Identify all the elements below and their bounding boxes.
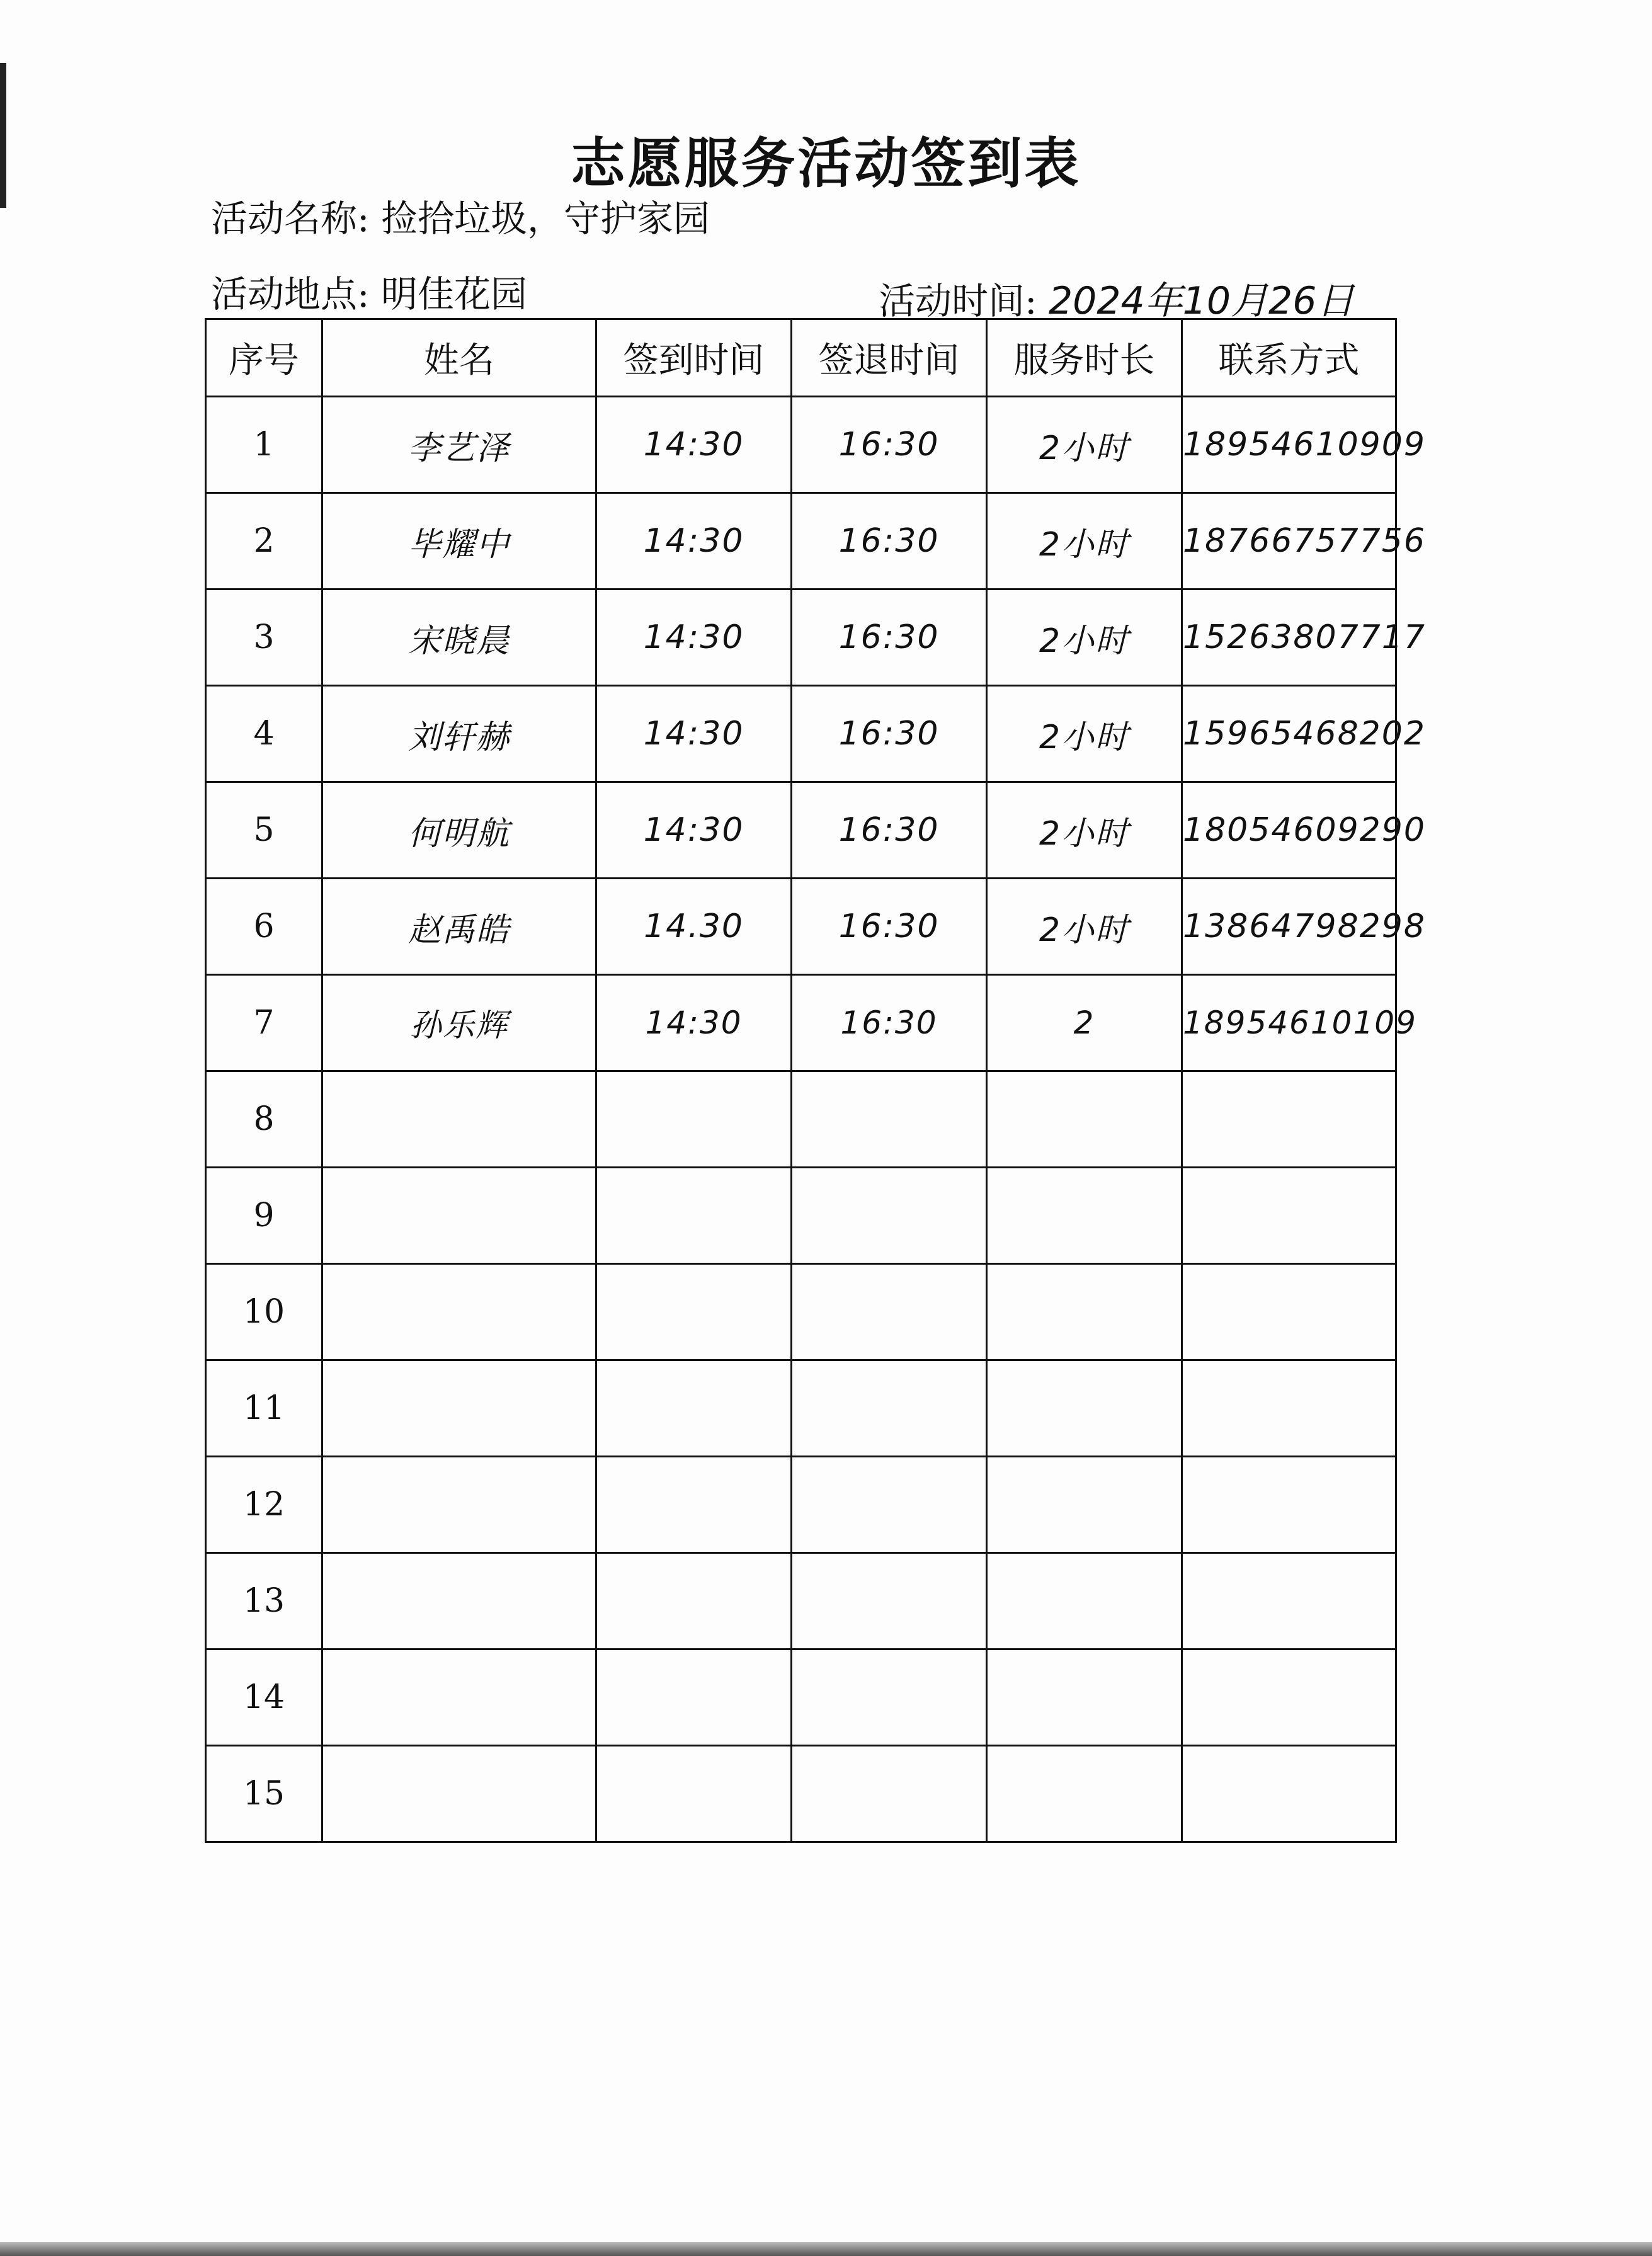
row-number: 14 <box>206 1649 322 1746</box>
checkout-time: 16:30 <box>792 397 987 493</box>
activity-place-value: 明佳花园 <box>380 273 527 316</box>
contact-phone: 18954610909 <box>1182 397 1396 493</box>
table-row <box>206 1264 1396 1360</box>
contact-phone: 18766757756 <box>1182 493 1396 590</box>
column-header-checkout: 签退时间 <box>792 319 987 397</box>
row-number: 11 <box>206 1360 322 1457</box>
checkout-time: 16:30 <box>792 782 987 879</box>
service-duration: 2小时 <box>987 686 1182 782</box>
activity-name-value: 捡拾垃圾，守护家园 <box>380 197 710 240</box>
table-row <box>206 590 1396 686</box>
row-number: 12 <box>206 1457 322 1553</box>
volunteer-name <box>322 1071 596 1168</box>
volunteer-name <box>322 1168 596 1264</box>
service-duration <box>987 1457 1182 1553</box>
volunteer-name <box>322 1457 596 1553</box>
row-number: 5 <box>206 782 322 879</box>
table-header-row <box>206 319 1396 397</box>
row-number: 6 <box>206 879 322 975</box>
activity-name-label: 活动名称: <box>211 197 370 240</box>
contact-phone <box>1182 1553 1396 1649</box>
table-row <box>206 975 1396 1071</box>
column-header-seq: 序号 <box>206 319 322 397</box>
row-number: 3 <box>206 590 322 686</box>
row-number: 1 <box>206 397 322 493</box>
contact-phone <box>1182 1746 1396 1842</box>
checkin-time: 14:30 <box>596 493 792 590</box>
contact-phone <box>1182 1071 1396 1168</box>
checkout-time <box>792 1746 987 1842</box>
table-row <box>206 879 1396 975</box>
checkout-time: 16:30 <box>792 590 987 686</box>
volunteer-name: 宋晓晨 <box>322 590 596 686</box>
activity-time-label: 活动时间: <box>879 280 1037 322</box>
signin-table <box>205 318 1426 1843</box>
volunteer-name: 刘轩赫 <box>322 686 596 782</box>
table-row <box>206 1457 1396 1553</box>
contact-phone <box>1182 1168 1396 1264</box>
activity-place-label: 活动地点: <box>211 273 370 316</box>
checkin-time <box>596 1360 792 1457</box>
volunteer-name: 毕耀中 <box>322 493 596 590</box>
row-number: 10 <box>206 1264 322 1360</box>
volunteer-name <box>322 1264 596 1360</box>
checkin-time <box>596 1457 792 1553</box>
checkout-time <box>792 1457 987 1553</box>
activity-time-line <box>879 271 1354 325</box>
contact-phone: 18954610109 <box>1182 975 1396 1071</box>
checkout-time <box>792 1649 987 1746</box>
volunteer-name <box>322 1746 596 1842</box>
activity-name-line <box>211 189 710 242</box>
checkin-time: 14:30 <box>596 397 792 493</box>
contact-phone: 15263807717 <box>1182 590 1396 686</box>
table-row <box>206 397 1396 493</box>
service-duration: 2小时 <box>987 782 1182 879</box>
column-header-name: 姓名 <box>322 319 596 397</box>
contact-phone: 15965468202 <box>1182 686 1396 782</box>
table-row <box>206 1071 1396 1168</box>
service-duration <box>987 1360 1182 1457</box>
checkout-time <box>792 1553 987 1649</box>
checkout-time <box>792 1168 987 1264</box>
column-header-checkin: 签到时间 <box>596 319 792 397</box>
service-duration: 2小时 <box>987 879 1182 975</box>
checkin-time: 14:30 <box>596 590 792 686</box>
table-row <box>206 1360 1396 1457</box>
table-row <box>206 686 1396 782</box>
contact-phone: 18054609290 <box>1182 782 1396 879</box>
contact-phone <box>1182 1457 1396 1553</box>
volunteer-name <box>322 1553 596 1649</box>
table-row <box>206 1746 1396 1842</box>
volunteer-name <box>322 1649 596 1746</box>
volunteer-name: 赵禹皓 <box>322 879 596 975</box>
checkin-time: 14:30 <box>596 975 792 1071</box>
checkout-time <box>792 1071 987 1168</box>
service-duration <box>987 1071 1182 1168</box>
table-row <box>206 493 1396 590</box>
contact-phone: 13864798298 <box>1182 879 1396 975</box>
volunteer-name <box>322 1360 596 1457</box>
checkin-time <box>596 1553 792 1649</box>
checkin-time <box>596 1168 792 1264</box>
checkin-time <box>596 1649 792 1746</box>
column-header-phone: 联系方式 <box>1182 319 1396 397</box>
row-number: 8 <box>206 1071 322 1168</box>
service-duration <box>987 1168 1182 1264</box>
row-number: 2 <box>206 493 322 590</box>
checkout-time: 16:30 <box>792 879 987 975</box>
checkout-time: 16:30 <box>792 493 987 590</box>
checkin-time <box>596 1746 792 1842</box>
service-duration <box>987 1649 1182 1746</box>
service-duration: 2小时 <box>987 493 1182 590</box>
service-duration <box>987 1264 1182 1360</box>
checkin-time <box>596 1264 792 1360</box>
table-row <box>206 1649 1396 1746</box>
activity-time-value: 2024年10月26日 <box>1048 279 1355 323</box>
table-row <box>206 1553 1396 1649</box>
volunteer-name: 孙乐辉 <box>322 975 596 1071</box>
checkin-time: 14:30 <box>596 782 792 879</box>
table-row <box>206 782 1396 879</box>
activity-place-line <box>211 265 527 317</box>
contact-phone <box>1182 1264 1396 1360</box>
checkout-time <box>792 1360 987 1457</box>
row-number: 4 <box>206 686 322 782</box>
volunteer-name: 李艺泽 <box>322 397 596 493</box>
checkout-time <box>792 1264 987 1360</box>
row-number: 13 <box>206 1553 322 1649</box>
service-duration <box>987 1553 1182 1649</box>
row-number: 7 <box>206 975 322 1071</box>
checkin-time: 14:30 <box>596 686 792 782</box>
row-number: 9 <box>206 1168 322 1264</box>
column-header-duration: 服务时长 <box>987 319 1182 397</box>
checkout-time: 16:30 <box>792 686 987 782</box>
contact-phone <box>1182 1360 1396 1457</box>
contact-phone <box>1182 1649 1396 1746</box>
service-duration: 2小时 <box>987 590 1182 686</box>
page-title: 志愿服务活动签到表 <box>571 132 1081 195</box>
row-number: 15 <box>206 1746 322 1842</box>
service-duration: 2 <box>987 975 1182 1071</box>
service-duration: 2小时 <box>987 397 1182 493</box>
checkin-time: 14.30 <box>596 879 792 975</box>
volunteer-name: 何明航 <box>322 782 596 879</box>
checkin-time <box>596 1071 792 1168</box>
checkout-time: 16:30 <box>792 975 987 1071</box>
service-duration <box>987 1746 1182 1842</box>
scan-bottom-shadow <box>0 2242 1652 2256</box>
table-row <box>206 1168 1396 1264</box>
